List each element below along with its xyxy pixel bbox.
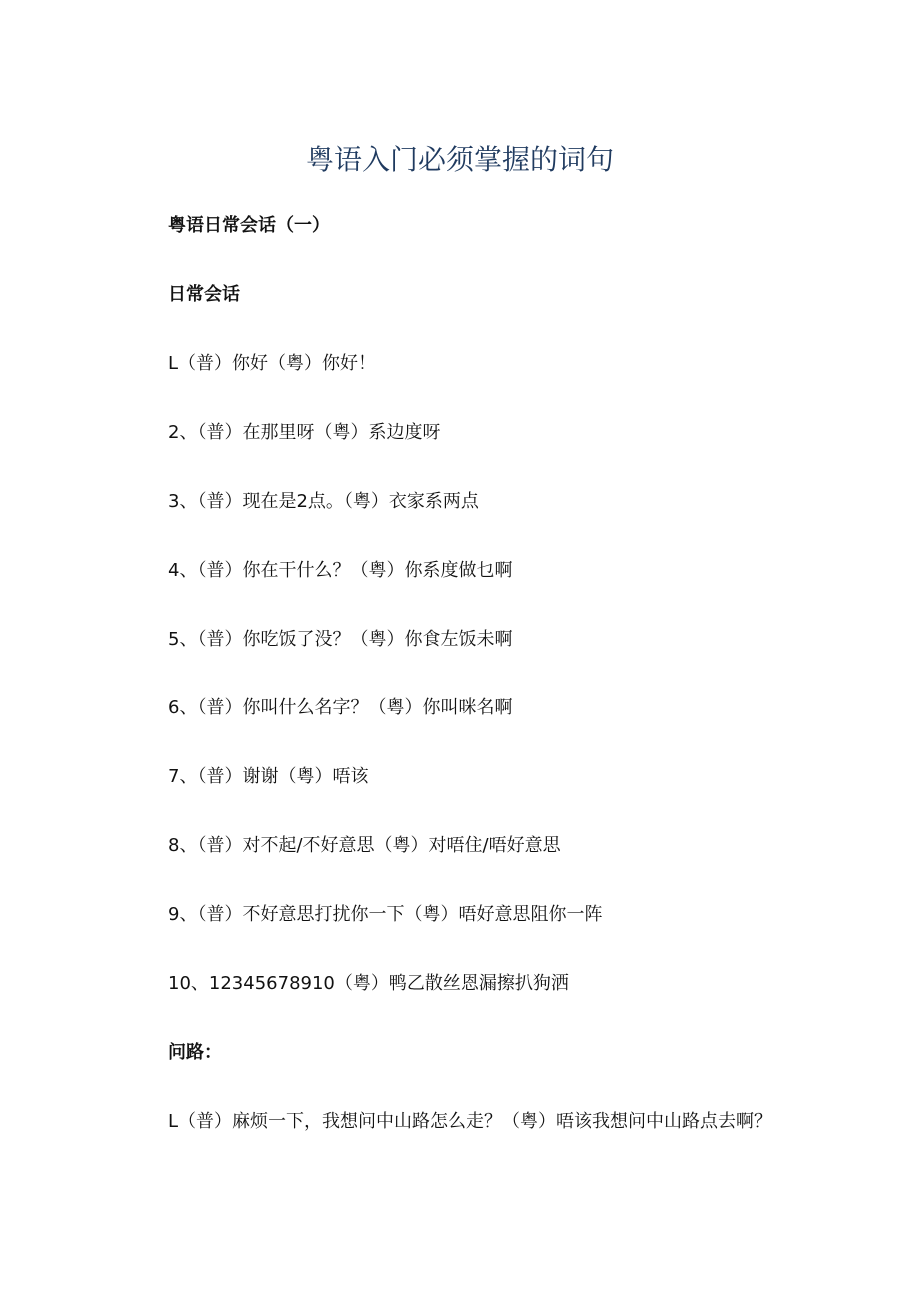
subheading-daily-conversation: 日常会话 (168, 284, 240, 305)
section-heading: 粤语日常会话（一） (168, 215, 330, 236)
daily-line-2: 2、（普）在那里呀（粤）系边度呀 (168, 422, 441, 443)
directions-paragraph: L（普）麻烦一下，我想问中山路怎么走？（粤）唔该我想问中山路点去啊？ (168, 1111, 773, 1132)
document-title: 粤语入门必须掌握的词句 (305, 143, 614, 176)
daily-line-9: 9、（普）不好意思打扰你一下（粤）唔好意思阻你一阵 (168, 904, 603, 925)
daily-line-1: L（普）你好（粤）你好！ (168, 353, 377, 374)
daily-line-5: 5、（普）你吃饭了没？（粤）你食左饭未啊 (168, 629, 513, 650)
daily-line-7: 7、（普）谢谢（粤）唔该 (168, 766, 369, 787)
subheading-asking-directions: 问路： (168, 1042, 222, 1063)
daily-line-6: 6、（普）你叫什么名字？（粤）你叫咪名啊 (168, 697, 513, 718)
daily-line-10: 10、12345678910（粤）鸭乙散丝恩漏擦扒狗洒 (168, 973, 569, 994)
daily-line-3: 3、（普）现在是2点。（粤）衣家系两点 (168, 491, 479, 512)
daily-line-8: 8、（普）对不起/不好意思（粤）对唔住/唔好意思 (168, 835, 561, 856)
daily-line-4: 4、（普）你在干什么？（粤）你系度做乜啊 (168, 560, 513, 581)
